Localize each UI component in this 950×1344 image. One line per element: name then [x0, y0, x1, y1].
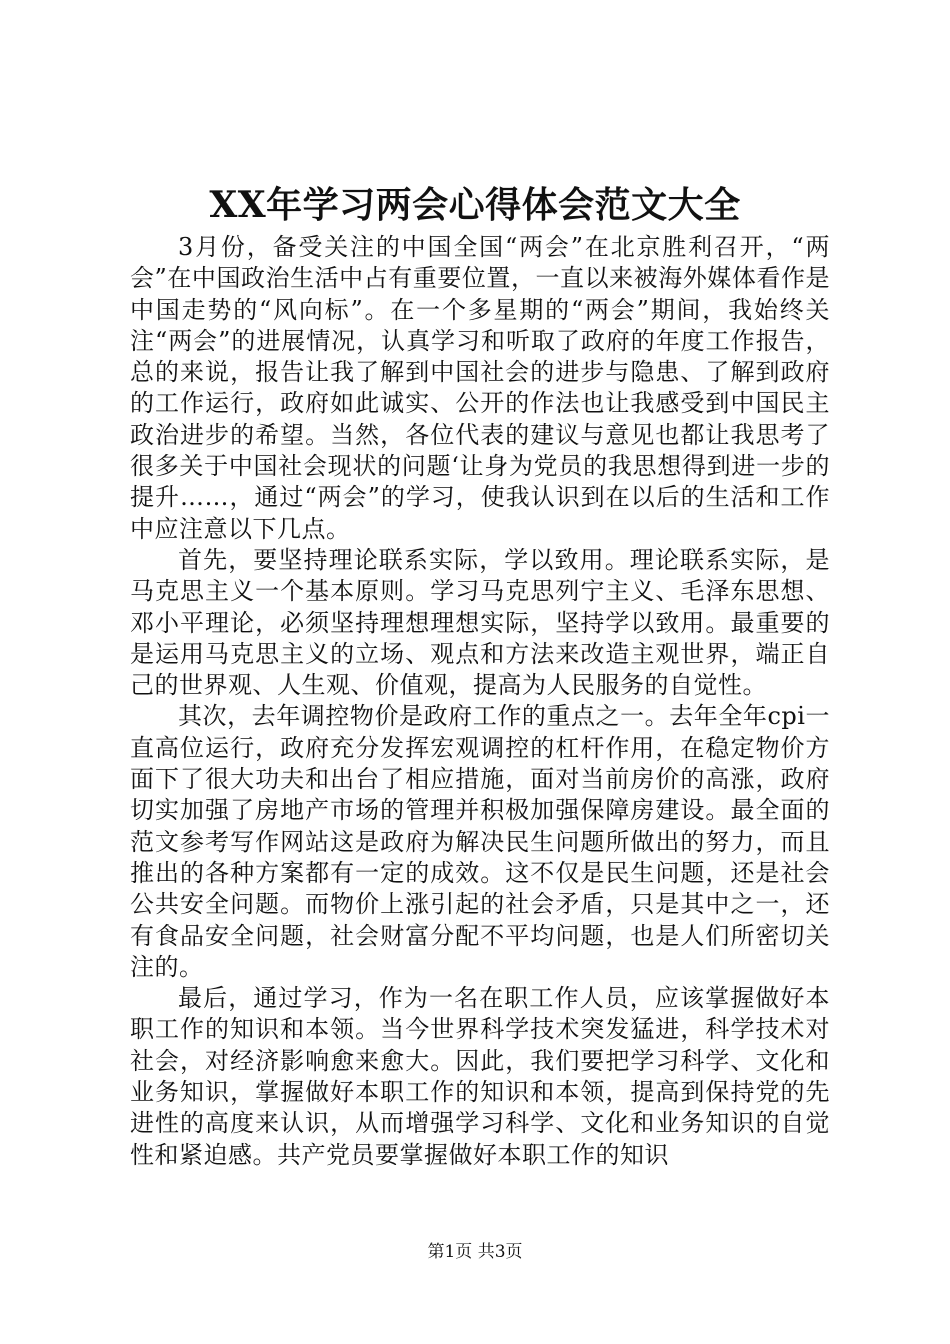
paragraph-last-point: 最后，通过学习，作为一名在职工作人员，应该掌握做好本职工作的知识和本领。当今世界科学技术突发猛进，科学技术对社会，对经济影响愈来愈大。因此，我们要把学习科学、文化和业务知识，掌握做好本职工作的知识和本领，提高到保持党的先进性的高度来认识，从而增强学习科学、文化和业务知识的自觉性和紧迫感。共产党员要掌握做好本职工作的知识: [130, 984, 830, 1169]
paragraph-second-point: 其次，去年调控物价是政府工作的重点之一。去年全年cpi一直高位运行，政府充分发挥宏观调控的杠杆作用，在稳定物价方面下了很大功夫和出台了相应措施，面对当前房价的高涨，政府切实加强了房地产市场的管理并积极加强保障房建设。最全面的范文参考写作网站这是政府为解决民生问题所做出的努力，而且推出的各种方案都有一定的成效。这不仅是民生问题，还是社会公共安全问题。而物价上涨引起的社会矛盾，只是其中之一，还有食品安全问题，社会财富分配不平均问题，也是人们所密切关注的。: [130, 702, 830, 981]
document-title: XX年学习两会心得体会范文大全: [209, 184, 741, 226]
document-body: [130, 232, 830, 1171]
paragraph-intro: 3月份，备受关注的中国全国“两会”在北京胜利召开，“两会”在中国政治生活中占有重要位置，一直以来被海外媒体看作是中国走势的“风向标”。在一个多星期的“两会”期间，我始终关注“两会”的进展情况，认真学习和听取了政府的年度工作报告，总的来说，报告让我了解到中国社会的进步与隐患、了解到政府的工作运行，政府如此诚实、公开的作法也让我感受到中国民主政治进步的希望。当然，各位代表的建议与意见也都让我思考了很多关于中国社会现状的问题‘让身为党员的我思想得到进一步的提升……，通过“两会”的学习，使我认识到在以后的生活和工作中应注意以下几点。: [130, 233, 830, 543]
paragraph-first-point: 首先，要坚持理论联系实际，学以致用。理论联系实际，是马克思主义一个基本原则。学习马克思列宁主义、毛泽东思想、邓小平理论，必须坚持理想理想实际，坚持学以致用。最重要的是运用马克思主义的立场、观点和方法来改造主观世界，端正自己的世界观、人生观、价值观，提高为人民服务的自觉性。: [130, 545, 830, 700]
page-number-footer: 第1页 共3页: [427, 1242, 523, 1262]
